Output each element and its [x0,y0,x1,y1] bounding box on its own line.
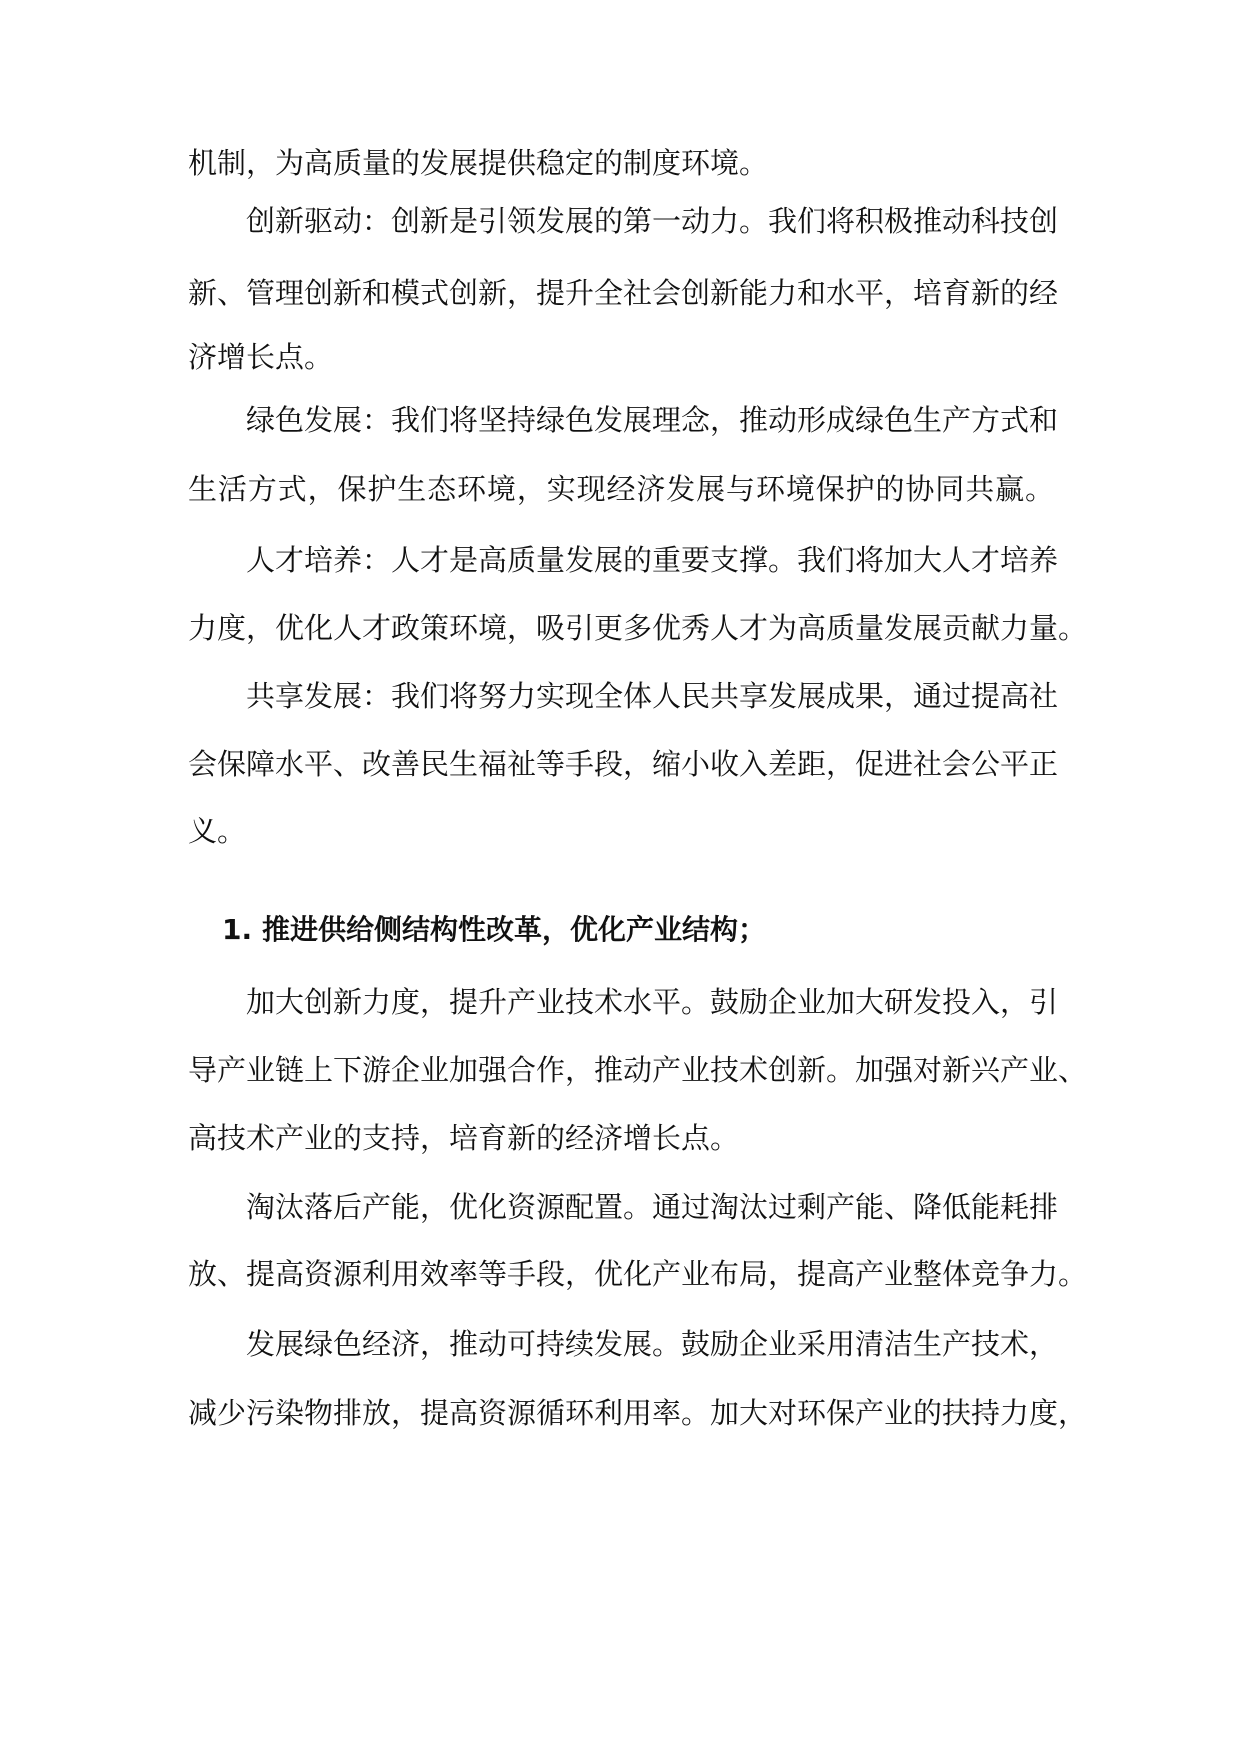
paragraph-line: 生活方式，保护生态环境，实现经济发展与环境保护的协同共赢。 [188,472,1054,506]
paragraph-line: 创新驱动：创新是引领发展的第一动力。我们将积极推动科技创 [246,204,1059,238]
paragraph-line: 高技术产业的支持，培育新的经济增长点。 [188,1121,740,1155]
paragraph-line: 绿色发展：我们将坚持绿色发展理念，推动形成绿色生产方式和 [246,403,1059,437]
section-number: 1. [222,913,253,946]
paragraph-line: 导产业链上下游企业加强合作，推动产业技术创新。加强对新兴产业、 [188,1053,1088,1087]
paragraph-line: 减少污染物排放，提高资源循环利用率。加大对环保产业的扶持力度， [188,1396,1088,1430]
section-heading [222,910,766,950]
paragraph-line: 加大创新力度，提升产业技术水平。鼓励企业加大研发投入，引 [246,985,1059,1019]
paragraph-line: 人才培养：人才是高质量发展的重要支撑。我们将加大人才培养 [246,543,1059,577]
paragraph-line: 义。 [188,814,247,848]
section-title: 推进供给侧结构性改革，优化产业结构； [262,913,767,946]
paragraph-line: 淘汰落后产能，优化资源配置。通过淘汰过剩产能、降低能耗排 [246,1190,1059,1224]
paragraph-line: 发展绿色经济，推动可持续发展。鼓励企业采用清洁生产技术， [246,1327,1059,1361]
paragraph-line: 放、提高资源利用效率等手段，优化产业布局，提高产业整体竞争力。 [188,1257,1088,1291]
paragraph-line: 会保障水平、改善民生福祉等手段，缩小收入差距，促进社会公平正 [188,747,1059,781]
paragraph-line: 共享发展：我们将努力实现全体人民共享发展成果，通过提高社 [246,679,1059,713]
paragraph-line: 机制，为高质量的发展提供稳定的制度环境。 [188,146,769,180]
paragraph-line: 力度，优化人才政策环境，吸引更多优秀人才为高质量发展贡献力量。 [188,611,1088,645]
paragraph-line: 济增长点。 [188,340,334,374]
paragraph-line: 新、管理创新和模式创新，提升全社会创新能力和水平，培育新的经 [188,276,1059,310]
